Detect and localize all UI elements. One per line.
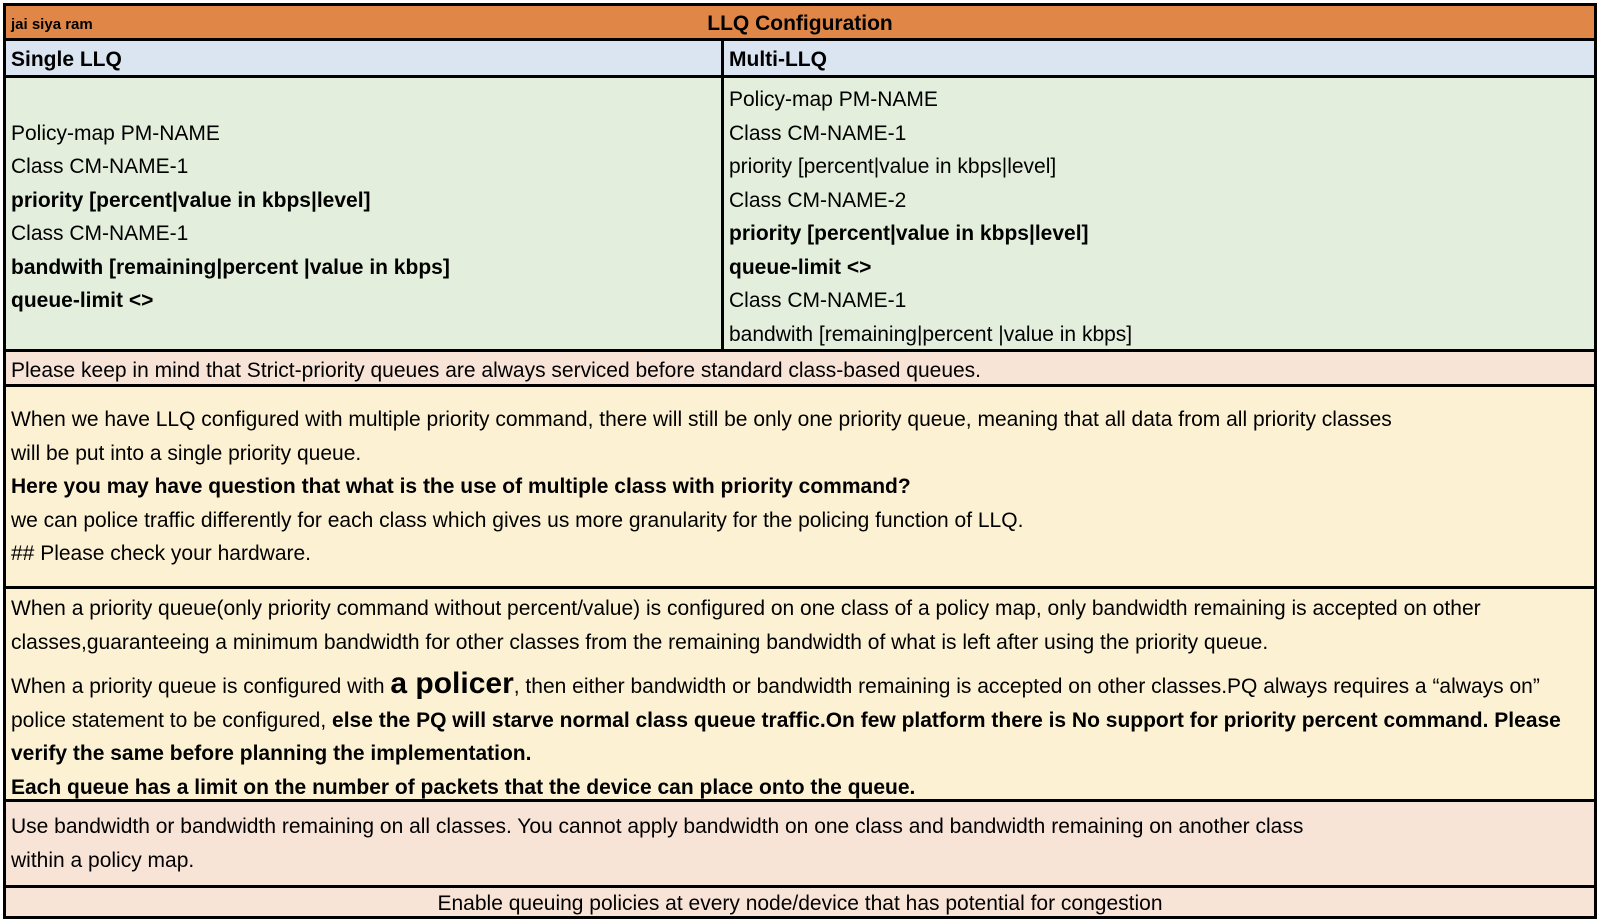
single-llq-line-policy-map: Policy-map PM-NAME	[11, 121, 220, 145]
column-header-row	[3, 38, 1597, 78]
pq-policer-emphasis: a policer	[390, 667, 514, 700]
multi-llq-line-policy-map: Policy-map PM-NAME	[729, 88, 938, 111]
multi-priority-text-2: will be put into a single priority queue.	[11, 441, 362, 465]
multi-llq-line-class-3: Class CM-NAME-1	[729, 289, 907, 312]
multi-llq-line-class-2: Class CM-NAME-2	[729, 188, 907, 212]
multi-llq-line-priority-2: priority [percent|value in kbps|level]	[729, 222, 1089, 245]
single-llq-line-queue-limit: queue-limit <>	[11, 289, 154, 312]
multi-llq-line-class-1: Class CM-NAME-1	[729, 121, 907, 145]
multi-llq-header: Multi-LLQ	[729, 48, 827, 71]
multi-priority-answer: we can police traffic differently for each class which gives us more granularity for the policing function of LLQ.	[11, 508, 1024, 532]
config-row	[3, 75, 1597, 352]
multi-llq-line-bandwidth: bandwith [remaining|percent |value in kbps]	[729, 322, 1133, 346]
multi-llq-header-cell[interactable]	[724, 41, 1594, 75]
single-llq-line-priority: priority [percent|value in kbps|level]	[11, 188, 371, 212]
strict-priority-note: Please keep in mind that Strict-priority queues are always serviced before standard class-based queues.	[11, 359, 982, 382]
multi-llq-line-priority-1: priority [percent|value in kbps|level]	[729, 155, 1057, 178]
multi-llq-config-cell[interactable]	[724, 78, 1594, 349]
pq-policer-text-b: , then either bandwidth or bandwidth remaining is accepted on other classes.PQ always requires a “always on” police statement to be configured,	[11, 675, 1540, 732]
single-llq-config-cell[interactable]	[6, 78, 724, 349]
strict-priority-note-cell[interactable]	[3, 349, 1597, 387]
queue-limit-note: Each queue has a limit on the number of packets that the device can place onto the queue.	[11, 775, 916, 799]
single-llq-line-class-1: Class CM-NAME-1	[11, 155, 189, 178]
bandwidth-use-text-1: Use bandwidth or bandwidth remaining on all classes. You cannot apply bandwidth on one class and bandwidth remaining on another class	[11, 815, 1304, 838]
single-llq-line-blank	[11, 83, 716, 117]
single-llq-header-cell[interactable]	[6, 41, 724, 75]
single-llq-line-bandwidth: bandwith [remaining|percent |value in kbps]	[11, 255, 450, 279]
pq-policer-paragraph	[11, 667, 1589, 771]
multi-priority-question: Here you may have question that what is the use of multiple class with priority command?	[11, 475, 911, 498]
author-label: jai siya ram	[11, 16, 93, 33]
bandwidth-use-cell[interactable]	[3, 799, 1597, 888]
enable-queuing-cell[interactable]	[3, 885, 1597, 919]
multi-llq-line-queue-limit: queue-limit <>	[729, 255, 872, 279]
sheet-title: LLQ Configuration	[707, 12, 893, 35]
pq-only-paragraph: When a priority queue(only priority command without percent/value) is configured on one class of a policy map, only bandwidth remaining is accepted on other classes,guaranteeing a minimum bandwidth for other classes from the remaining bandwidth of what is left after using the priority queue.	[11, 597, 1481, 654]
pq-policer-text-a: When a priority queue is configured with	[11, 675, 391, 698]
enable-queuing-note: Enable queuing policies at every node/device that has potential for congestion	[437, 892, 1163, 915]
hardware-note: ## Please check your hardware.	[11, 542, 311, 565]
title-row	[3, 3, 1597, 41]
priority-queue-info-cell[interactable]	[3, 586, 1597, 802]
single-llq-line-class-2: Class CM-NAME-1	[11, 222, 189, 245]
spreadsheet	[3, 3, 1597, 919]
bandwidth-use-text-2: within a policy map.	[11, 848, 195, 872]
single-llq-header: Single LLQ	[11, 48, 122, 71]
pq-policer-warning: else the PQ will starve normal class queue traffic.On few platform there is No support for priority percent command. Please verify the same before planning the implementation.	[11, 708, 1561, 765]
multi-priority-info-cell[interactable]	[3, 384, 1597, 589]
multi-priority-text-1: When we have LLQ configured with multiple priority command, there will still be only one priority queue, meaning that all data from all priority classes	[11, 408, 1392, 431]
